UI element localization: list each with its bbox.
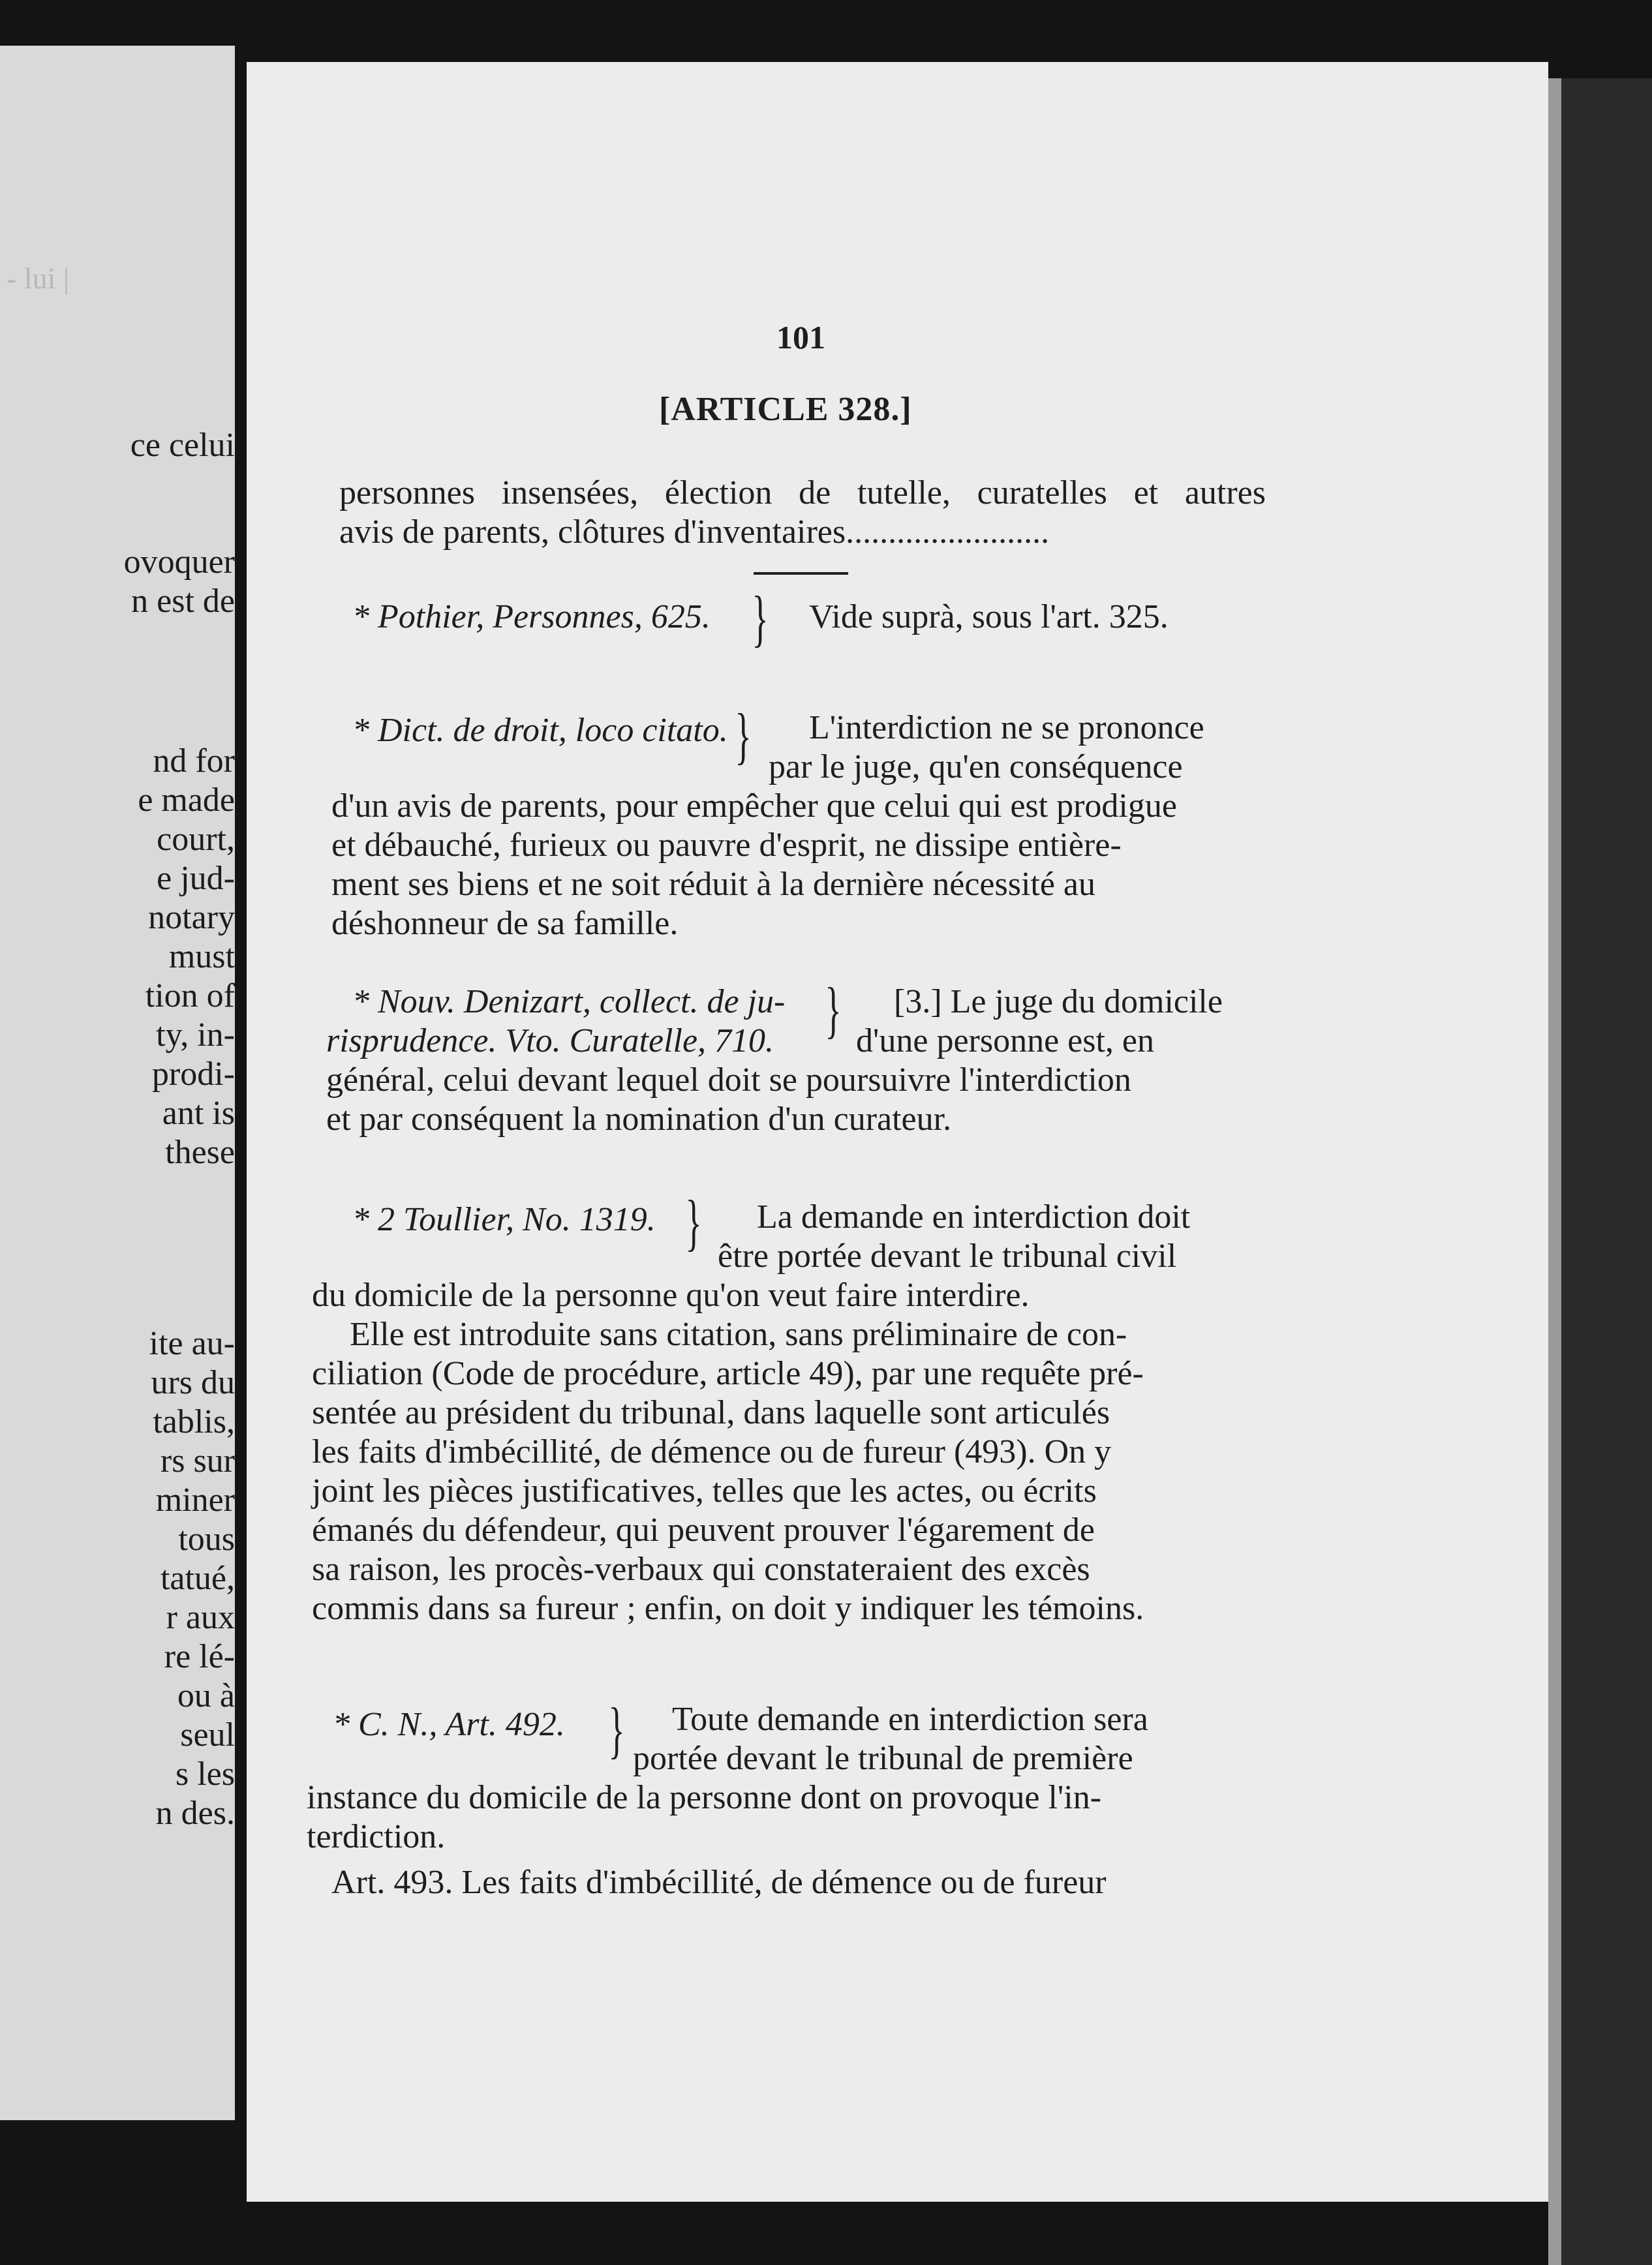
facing-line: n des. <box>155 1795 235 1832</box>
facing-line: rs sur <box>160 1442 235 1480</box>
facing-line: ce celui <box>130 427 235 464</box>
facing-line: s les <box>176 1756 235 1793</box>
brace: } <box>735 701 752 770</box>
citation-source: risprudence. Vto. Curatelle, 710. <box>326 1022 774 1059</box>
facing-line: tion of <box>145 977 235 1014</box>
body-line: avis de parents, clôtures d'inventaires........................ <box>339 513 1050 551</box>
facing-line: miner <box>155 1482 235 1519</box>
body-line: [3.] Le juge du domicile <box>894 983 1223 1020</box>
facing-line: ovoquer <box>123 543 235 581</box>
book-edge <box>1548 78 1652 2265</box>
body-line: les faits d'imbécillité, de démence ou de fureur (493). On y <box>312 1433 1112 1470</box>
facing-line: tablis, <box>153 1403 235 1440</box>
facing-line: court, <box>157 821 235 858</box>
body-line: portée devant le tribunal de première <box>633 1740 1133 1777</box>
body-line: personnes insensées, élection de tutelle, curatelles et autres <box>339 474 1266 511</box>
facing-page <box>0 46 235 2120</box>
body-line: ciliation (Code de procédure, article 49), par une requête pré- <box>312 1355 1144 1392</box>
body-line: déshonneur de sa famille. <box>331 905 679 942</box>
facing-line: re lé- <box>164 1638 235 1675</box>
body-line: joint les pièces justificatives, telles que les actes, ou écrits <box>312 1472 1097 1510</box>
facing-line: seul <box>180 1716 235 1754</box>
body-line: commis dans sa fureur ; enfin, on doit y indiquer les témoins. <box>312 1590 1144 1627</box>
citation-text: Vide suprà, sous l'art. 325. <box>809 598 1169 635</box>
page-number: 101 <box>776 319 825 356</box>
facing-line: e jud- <box>157 860 235 897</box>
facing-line: notary <box>148 899 235 936</box>
brace: } <box>608 1695 625 1765</box>
body-line: sa raison, les procès-verbaux qui constateraient des excès <box>312 1551 1090 1588</box>
body-line: d'une personne est, en <box>856 1022 1155 1059</box>
citation-source: * Pothier, Personnes, 625. <box>352 598 711 635</box>
facing-line: r aux <box>166 1599 235 1636</box>
body-line: ment ses biens et ne soit réduit à la dernière nécessité au <box>331 866 1096 903</box>
facing-line: tatué, <box>160 1560 235 1597</box>
body-line: terdiction. <box>307 1818 446 1855</box>
brace: } <box>752 583 769 653</box>
brace: } <box>825 975 842 1044</box>
body-line: et débauché, furieux ou pauvre d'esprit, ne dissipe entière- <box>331 827 1122 864</box>
citation-source: * Dict. de droit, loco citato. <box>352 712 728 749</box>
facing-line: tous <box>178 1521 235 1558</box>
facing-line: these <box>165 1134 235 1171</box>
facing-line: ant is <box>162 1095 235 1132</box>
body-line: émanés du défendeur, qui peuvent prouver l'égarement de <box>312 1512 1095 1549</box>
facing-line: ite au- <box>149 1325 235 1362</box>
article-heading: [ARTICLE 328.] <box>659 391 912 428</box>
facing-line: ty, in- <box>156 1016 235 1054</box>
body-line: par le juge, qu'en conséquence <box>769 748 1183 785</box>
body-line: Elle est introduite sans citation, sans préliminaire de con- <box>350 1316 1127 1353</box>
facing-line: urs du <box>151 1364 235 1401</box>
section-rule <box>754 572 848 575</box>
body-line: instance du domicile de la personne dont on provoque l'in- <box>307 1779 1102 1816</box>
facing-line: e made <box>138 782 235 819</box>
body-line: La demande en interdiction doit <box>757 1198 1191 1236</box>
bleed-through-text: - lui | <box>7 262 70 295</box>
citation-source: * C. N., Art. 492. <box>333 1706 565 1743</box>
facing-line: ou à <box>177 1677 235 1714</box>
brace: } <box>685 1187 702 1257</box>
body-line: être portée devant le tribunal civil <box>718 1238 1177 1275</box>
facing-line: must <box>168 938 235 975</box>
body-line: et par conséquent la nomination d'un curateur. <box>326 1101 952 1138</box>
facing-line: prodi- <box>151 1056 235 1093</box>
facing-line: nd for <box>153 742 235 780</box>
body-line: Toute demande en interdiction sera <box>672 1701 1148 1738</box>
body-line: du domicile de la personne qu'on veut faire interdire. <box>312 1277 1030 1314</box>
body-line: L'interdiction ne se prononce <box>809 709 1204 746</box>
body-line: sentée au président du tribunal, dans laquelle sont articulés <box>312 1394 1110 1431</box>
body-line: Art. 493. Les faits d'imbécillité, de démence ou de fureur <box>331 1864 1107 1901</box>
body-line: d'un avis de parents, pour empêcher que celui qui est prodigue <box>331 787 1177 825</box>
citation-source: * 2 Toullier, No. 1319. <box>352 1201 656 1238</box>
body-line: général, celui devant lequel doit se poursuivre l'interdiction <box>326 1061 1131 1099</box>
citation-source: * Nouv. Denizart, collect. de ju- <box>352 983 786 1020</box>
facing-line: n est de <box>131 583 235 620</box>
